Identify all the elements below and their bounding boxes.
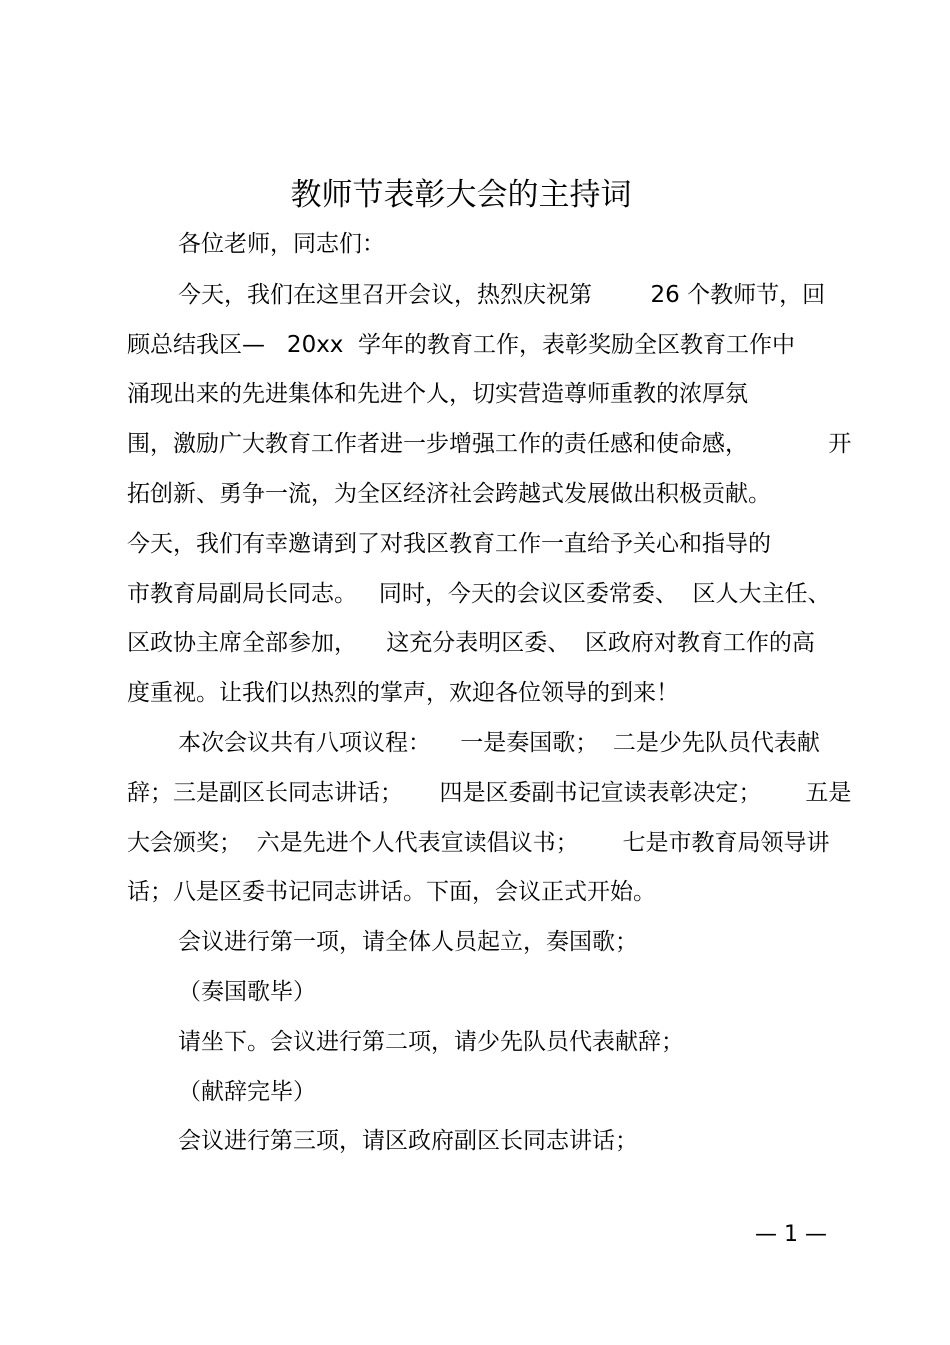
text-line: 顾总结我区— 20xx 学年的教育工作，表彰奖励全区教育工作中: [127, 332, 796, 358]
text-line: 拓创新、勇争一流，为全区经济社会跨越式发展做出积极贡献。: [127, 481, 771, 507]
text-line: 大会颁奖； 六是先进个人代表宣读倡议书； 七是市教育局领导讲: [127, 830, 830, 856]
text-line: （奏国歌毕）: [178, 979, 316, 1005]
text-line: 市教育局副局长同志。 同时，今天的会议区委常委、 区人大主任、: [127, 581, 831, 607]
text-line: 度重视。让我们以热烈的掌声，欢迎各位领导的到来！: [127, 680, 679, 706]
text-line: 会议进行第一项，请全体人员起立，奏国歌；: [178, 929, 638, 955]
text-line: 各位老师，同志们：: [178, 231, 385, 257]
text-line: 会议进行第三项，请区政府副区长同志讲话；: [178, 1128, 638, 1154]
document-title: 教师节表彰大会的主持词: [290, 177, 632, 213]
text-line: 今天，我们有幸邀请到了对我区教育工作一直给予关心和指导的: [127, 531, 771, 557]
text-line: 请坐下。会议进行第二项，请少先队员代表献辞；: [178, 1029, 684, 1055]
text-line: 辞；三是副区长同志讲话； 四是区委副书记宣读表彰决定； 五是: [127, 780, 852, 806]
text-line: 围，激励广大教育工作者进一步增强工作的责任感和使命感， 开: [127, 431, 852, 457]
text-line: （献辞完毕）: [178, 1079, 316, 1105]
text-line: 区政协主席全部参加， 这充分表明区委、 区政府对教育工作的高: [127, 630, 815, 656]
text-line: 涌现出来的先进集体和先进个人，切实营造尊师重教的浓厚氛: [127, 381, 748, 407]
text-line: 本次会议共有八项议程： 一是奏国歌； 二是少先队员代表献: [178, 730, 820, 756]
text-line: 今天，我们在这里召开会议，热烈庆祝第 26 个教师节，回: [178, 282, 826, 308]
page-number: — 1 —: [755, 1222, 827, 1247]
text-line: 话；八是区委书记同志讲话。下面，会议正式开始。: [127, 879, 656, 905]
